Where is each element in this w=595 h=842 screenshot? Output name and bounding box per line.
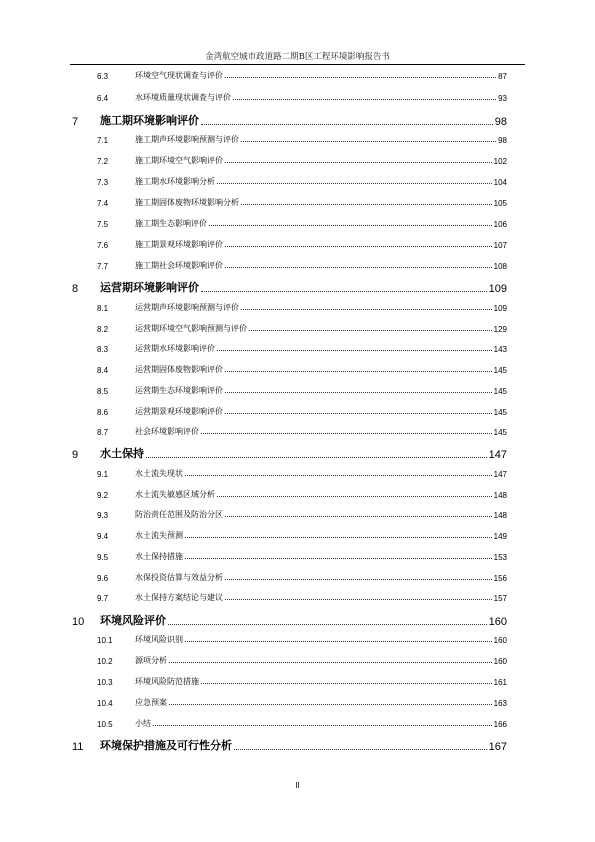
toc-entry-number: 8.3	[97, 345, 109, 354]
toc-entry-title: 运营期水环境影响评价	[135, 344, 215, 353]
toc-chapter-entry[interactable]	[72, 445, 507, 461]
toc-entry-title: 水土保持方案结论与建议	[135, 593, 223, 602]
dot-leader	[225, 598, 492, 600]
dot-leader	[225, 370, 492, 372]
toc-entry-title: 施工期声环境影响预测与评价	[135, 135, 239, 144]
toc-entry-title: 小结	[135, 719, 151, 728]
toc-section-entry[interactable]	[72, 717, 507, 729]
toc-section-entry[interactable]	[72, 91, 507, 103]
toc-entry-page: 167	[488, 741, 507, 753]
toc-section-entry[interactable]	[72, 69, 507, 81]
toc-entry-page: 105	[493, 199, 507, 208]
toc-entry-number: 8.1	[97, 304, 109, 313]
toc-entry-number: 9.6	[97, 574, 109, 583]
toc-entry-number: 7.5	[97, 220, 109, 229]
toc-entry-number: 9	[72, 449, 79, 461]
dot-leader	[217, 495, 492, 497]
dot-leader	[209, 224, 492, 226]
toc-entry-number: 9.1	[97, 470, 109, 479]
toc-entry-title: 运营期固体废物影响评价	[135, 365, 223, 374]
toc-entry-number: 6.3	[97, 72, 109, 81]
toc-entry-title: 施工期社会环境影响评价	[135, 261, 223, 270]
toc-entry-page: 145	[493, 428, 507, 437]
toc-section-entry[interactable]	[72, 133, 507, 145]
dot-leader	[185, 474, 492, 476]
dot-leader	[225, 412, 492, 414]
toc-entry-title: 运营期环境空气影响预测与评价	[135, 324, 247, 333]
toc-section-entry[interactable]	[72, 342, 507, 354]
toc-entry-title: 施工期环境影响评价	[100, 114, 199, 127]
toc-entry-page: 109	[488, 283, 507, 295]
toc-entry-title: 环境风险防范措施	[135, 677, 199, 686]
toc-section-entry[interactable]	[72, 322, 507, 334]
toc-entry-title: 水土流失现状	[135, 469, 183, 478]
toc-entry-number: 10.4	[97, 699, 113, 708]
toc-entry-number: 7.2	[97, 157, 109, 166]
dot-leader	[185, 557, 492, 559]
toc-entry-page: 145	[493, 387, 507, 396]
dot-leader	[225, 391, 492, 393]
dot-leader	[201, 682, 492, 684]
toc-entry-page: 98	[494, 116, 507, 128]
toc-entry-title: 防治责任范围及防治分区	[135, 510, 223, 519]
toc-entry-page: 107	[493, 241, 507, 250]
toc-entry-number: 8.6	[97, 408, 109, 417]
toc-entry-number: 7	[72, 116, 79, 128]
toc-entry-page: 106	[493, 220, 507, 229]
dot-leader	[225, 245, 492, 247]
toc-entry-number: 10	[72, 616, 85, 628]
toc-entry-number: 7.7	[97, 262, 109, 271]
toc-entry-page: 166	[493, 720, 507, 729]
dot-leader	[225, 76, 496, 78]
toc-entry-page: 93	[498, 94, 507, 103]
toc-entry-number: 6.4	[97, 94, 109, 103]
toc-entry-title: 施工期景观环境影响评价	[135, 240, 223, 249]
toc-section-entry[interactable]	[72, 654, 507, 666]
toc-entry-page: 149	[493, 532, 507, 541]
toc-entry-title: 施工期固体废物环境影响分析	[135, 198, 239, 207]
toc-entry-title: 施工期水环境影响分析	[135, 177, 215, 186]
toc-section-entry[interactable]	[72, 405, 507, 417]
dot-leader	[185, 536, 492, 538]
toc-section-entry[interactable]	[72, 238, 507, 250]
toc-section-entry[interactable]	[72, 363, 507, 375]
toc-entry-page: 143	[493, 345, 507, 354]
toc-entry-number: 10.3	[97, 678, 113, 687]
dot-leader	[241, 308, 492, 310]
toc-entry-title: 应急预案	[135, 698, 167, 707]
dot-leader	[249, 329, 492, 331]
toc-section-entry[interactable]	[72, 633, 507, 645]
toc-section-entry[interactable]	[72, 425, 507, 437]
toc-entry-title: 施工期生态影响评价	[135, 219, 207, 228]
toc-entry-number: 8.7	[97, 428, 109, 437]
toc-entry-number: 10.1	[97, 636, 113, 645]
toc-entry-title: 环境风险识别	[135, 635, 183, 644]
toc-section-entry[interactable]	[72, 550, 507, 562]
toc-entry-page: 160	[488, 616, 507, 628]
toc-entry-title: 环境空气现状调查与评价	[135, 71, 223, 80]
toc-entry-number: 10.5	[97, 720, 113, 729]
toc-entry-page: 153	[493, 553, 507, 562]
dot-leader	[217, 182, 492, 184]
toc-entry-number: 9.4	[97, 532, 109, 541]
dot-leader	[225, 578, 492, 580]
dot-leader	[185, 640, 492, 642]
toc-entry-title: 环境保护措施及可行性分析	[100, 739, 232, 752]
toc-entry-page: 145	[493, 366, 507, 375]
toc-section-entry[interactable]	[72, 384, 507, 396]
toc-section-entry[interactable]	[72, 508, 507, 520]
toc-entry-page: 109	[493, 304, 507, 313]
dot-leader	[153, 724, 492, 726]
toc-entry-number: 8	[72, 283, 79, 295]
toc-entry-number: 7.3	[97, 178, 109, 187]
toc-section-entry[interactable]	[72, 196, 507, 208]
toc-entry-number: 9.5	[97, 553, 109, 562]
toc-entry-page: 145	[493, 408, 507, 417]
toc-entry-title: 运营期声环境影响预测与评价	[135, 303, 239, 312]
dot-leader	[233, 98, 496, 100]
toc-entry-title: 水土流失预测	[135, 531, 183, 540]
running-header: 金湾航空城市政道路二期B区工程环境影响报告书	[70, 50, 525, 65]
toc-section-entry[interactable]	[72, 217, 507, 229]
dot-leader	[201, 290, 487, 292]
toc-section-entry[interactable]	[72, 488, 507, 500]
toc-entry-page: 157	[493, 594, 507, 603]
toc-section-entry[interactable]	[72, 571, 507, 583]
toc-entry-title: 环境风险评价	[100, 614, 166, 627]
dot-leader	[146, 456, 487, 458]
toc-section-entry[interactable]	[72, 259, 507, 271]
toc-entry-title: 水土保持	[100, 447, 144, 460]
toc-entry-number: 8.5	[97, 387, 109, 396]
toc-entry-number: 9.7	[97, 594, 109, 603]
toc-entry-number: 7.4	[97, 199, 109, 208]
dot-leader	[225, 161, 492, 163]
toc-entry-title: 源项分析	[135, 656, 167, 665]
toc-entry-page: 163	[493, 699, 507, 708]
toc-section-entry[interactable]	[72, 175, 507, 187]
toc-entry-page: 147	[493, 470, 507, 479]
toc-entry-title: 运营期生态环境影响评价	[135, 386, 223, 395]
dot-leader	[168, 623, 487, 625]
dot-leader	[225, 515, 492, 517]
toc-chapter-entry[interactable]	[72, 612, 507, 628]
toc-entry-title: 水土流失敏感区域分析	[135, 490, 215, 499]
page-number: II	[295, 781, 300, 790]
dot-leader	[225, 266, 492, 268]
toc-entry-number: 9.2	[97, 491, 109, 500]
toc-entry-page: 98	[498, 136, 507, 145]
toc-chapter-entry[interactable]	[72, 112, 507, 128]
toc-section-entry[interactable]	[72, 529, 507, 541]
toc-entry-page: 147	[488, 449, 507, 461]
toc-entry-number: 8.2	[97, 325, 109, 334]
dot-leader	[234, 748, 487, 750]
toc-chapter-entry[interactable]	[72, 737, 507, 753]
toc-chapter-entry[interactable]	[72, 279, 507, 295]
dot-leader	[241, 140, 496, 142]
dot-leader	[169, 703, 492, 705]
dot-leader	[201, 432, 492, 434]
toc-section-entry[interactable]	[72, 591, 507, 603]
toc-entry-page: 156	[493, 574, 507, 583]
toc-entry-title: 运营期环境影响评价	[100, 281, 199, 294]
toc-entry-page: 161	[493, 678, 507, 687]
toc-entry-title: 水土保持措施	[135, 552, 183, 561]
toc-entry-title: 施工期环境空气影响评价	[135, 156, 223, 165]
toc-entry-page: 160	[493, 657, 507, 666]
toc-entry-title: 水保投资估算与效益分析	[135, 573, 223, 582]
toc-entry-page: 104	[493, 178, 507, 187]
toc-entry-number: 7.1	[97, 136, 109, 145]
toc-entry-number: 9.3	[97, 511, 109, 520]
dot-leader	[201, 123, 493, 125]
toc-entry-page: 87	[498, 72, 507, 81]
toc-entry-page: 102	[493, 157, 507, 166]
toc-entry-number: 10.2	[97, 657, 113, 666]
dot-leader	[241, 203, 492, 205]
dot-leader	[217, 349, 492, 351]
toc-section-entry[interactable]	[72, 696, 507, 708]
toc-entry-number: 7.6	[97, 241, 109, 250]
toc-entry-title: 社会环境影响评价	[135, 427, 199, 436]
toc-entry-page: 160	[493, 636, 507, 645]
toc-section-entry[interactable]	[72, 675, 507, 687]
toc-entry-number: 8.4	[97, 366, 109, 375]
toc-section-entry[interactable]	[72, 301, 507, 313]
toc-entry-number: 11	[72, 741, 84, 753]
toc-section-entry[interactable]	[72, 467, 507, 479]
toc-entry-title: 运营期景观环境影响评价	[135, 407, 223, 416]
toc-entry-title: 水环境质量现状调查与评价	[135, 93, 231, 102]
toc-entry-page: 148	[493, 491, 507, 500]
dot-leader	[169, 661, 492, 663]
toc-entry-page: 108	[493, 262, 507, 271]
toc-section-entry[interactable]	[72, 154, 507, 166]
toc-entry-page: 148	[493, 511, 507, 520]
toc-entry-page: 129	[493, 325, 507, 334]
